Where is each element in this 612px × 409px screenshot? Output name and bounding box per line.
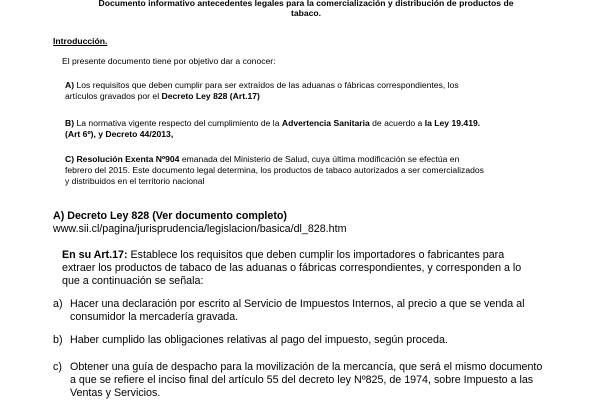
item-c-line-1 [65, 154, 459, 165]
intro-heading: Introducción. [53, 36, 108, 46]
list-item-b-label: b) [53, 334, 63, 346]
item-c-text-1: emanada del Ministerio de Salud, cuya última modificación se efectúa en [179, 154, 460, 164]
intro-text: El presente documento tiene por objetivo dar a conocer: [62, 56, 276, 66]
list-item-a-line-2: consumidor la mercadería gravada. [70, 311, 239, 323]
item-b-text-1: La normativa vigente respecto del cumplimiento de la [74, 118, 282, 128]
art17-label: En su Art.17: [62, 249, 128, 261]
item-c-label: C) [65, 154, 75, 164]
art17-line-1 [62, 249, 504, 262]
item-a-decree: Decreto Ley 828 (Art.17) [161, 91, 260, 101]
art17-line-2: extraer los productos de tabaco de las aduanas o fábricas correspondientes, y corresponden a lo [62, 262, 522, 274]
art17-text-1: Establece los requisitos que deben cumplir los importadores o fabricantes para [127, 249, 505, 261]
item-b-advertencia: Advertencia Sanitaria [281, 118, 370, 128]
section-a-link[interactable]: www.sii.cl/pagina/jurisprudencia/legislacion/basica/dl_828.htm [53, 223, 347, 235]
item-b-line-1 [65, 118, 480, 129]
item-b-law: la Ley 19.419. [424, 118, 481, 128]
item-c-line-2: febrero del 2015. Este documento legal determina, los productos de tabaco autorizados a ser comercializados [65, 165, 484, 175]
item-a-text-1: Los requisitos que deben cumplir para ser extraídos de las aduanas o fábricas correspondientes, los [74, 80, 459, 90]
item-c-resolution: Resolución Exenta Nº904 [76, 154, 180, 164]
item-a-line-1 [65, 80, 459, 91]
item-a-line-2 [65, 91, 260, 102]
document-title-line-1: Documento informativo antecedentes legales para la comercialización y distribución de productos de [98, 0, 514, 8]
item-a-label: A) [65, 80, 75, 90]
list-item-b-line-1: Haber cumplido las obligaciones relativas al pago del impuesto, según proceda. [70, 334, 448, 346]
item-a-text-2: artículos gravados por el [65, 91, 162, 101]
document-title-line-2: tabaco. [290, 8, 322, 18]
list-item-a-line-1: Hacer una declaración por escrito al Servicio de Impuestos Internos, al precio a que se venda al [70, 298, 525, 310]
list-item-c-label: c) [53, 361, 62, 373]
list-item-a-label: a) [53, 298, 63, 310]
list-item-c-line-2: a que se refiere el inciso final del artículo 55 del decreto ley Nº825, de 1974, sobre Impuesto a las [70, 374, 534, 386]
item-b-line-2: (Art 6º), y Decreto 44/2013, [65, 129, 174, 139]
item-b-text-2: de acuerdo a [369, 118, 425, 128]
list-item-c-line-3: Ventas y Servicios. [70, 387, 161, 399]
item-b-label: B) [65, 118, 75, 128]
list-item-c-line-1: Obtener una guía de despacho para la movilización de la mercancía, que será el mismo documento [70, 361, 543, 373]
art17-line-3: que a continuación se señala: [62, 275, 204, 287]
item-c-line-3: y distribuidos en el territorio nacional [65, 176, 205, 186]
section-a-heading: A) Decreto Ley 828 (Ver documento completo) [53, 210, 287, 222]
